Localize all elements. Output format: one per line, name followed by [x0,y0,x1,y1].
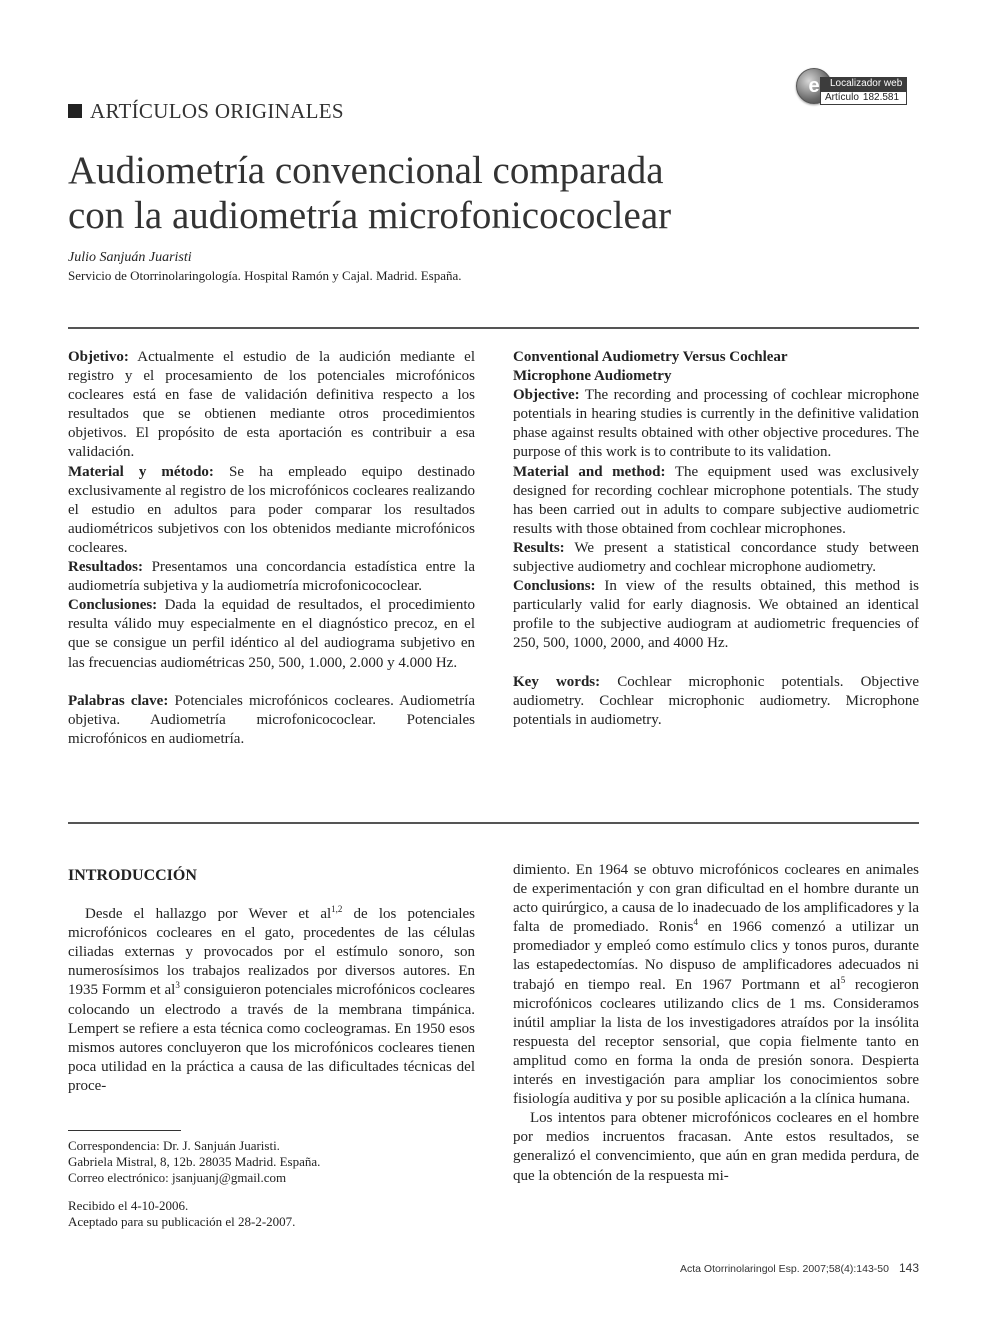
intro-paragraph-3: Los intentos para obtener microfónicos cocleares en el hombre por medios incruentos fracasan. Ante estos resultados, se generalizó el convencimiento, que aún en gran medida perdura, de que la obtención de la respuesta mi- [513,1110,919,1184]
results-text: Presentamos una concordancia estadística entre la audiometría subjetiva y la audiometría microfonicococlear. [68,559,475,595]
page-number: 143 [898,1261,919,1275]
objective-text: Actualmente el estudio de la audición mediante el registro y el procesamiento de los potenciales microfónicos cocleares está en fase de validación definitiva respecto a los resultados que se obtienen mediante otros procedimientos objetivos. El propósito de esta aportación es contribuir a esa validación. [68,349,475,461]
english-title: Conventional Audiometry Versus Cochlear Microphone Audiometry [513,349,788,385]
conclusions-text: Dada la equidad de resultados, el procedimiento resulta válido muy especialmente en el diagnóstico precoz, en el que se consigue un perfil idéntico al del audiograma subjetivo en las frecuencias audiométricas 250, 500, 1.000, 2.000 y 4.000 Hz. [68,597,476,671]
abstract-method [68,463,475,558]
web-locator-badge [796,68,911,108]
web-locator-label: Localizador web [820,77,907,91]
objective-text: The recording and processing of cochlear microphone potentials in hearing studies is currently in the definitive validation phase against results obtained with other objective procedures. The purpose of this work is to contribute to its validation. [513,387,919,461]
keywords-text: Potenciales microfónicos cocleares. Audiometría objetiva. Audiometría microfonicococlear. Potenciales microfónicos en audiometría. [68,692,475,747]
method-text: Se ha empleado equipo destinado exclusivamente al registro de los microfónicos cocleares realizando el estudio en adultos para poder comparar los resultados audiométricos subjetivos con los obtenidos mediante microfónicos cocleares. [68,463,476,556]
article-label: Artículo [825,92,859,103]
email: Correo electrónico: jsanjuanj@gmail.com [68,1170,287,1185]
journal-citation: Acta Otorrinolaringol Esp. 2007;58(4):143-50 [680,1263,889,1275]
objective-label: Objetivo: [68,349,129,365]
abstract-objective [68,348,475,463]
abstract-results [513,539,919,577]
divider-top [68,327,919,329]
abstract-results [68,558,475,596]
text: dimiento. En 1964 se obtuvo microfónicos cocleares en animales de experimentación y con gran dificultad en el hombre durante un acto quirúrgico, a causa de lo inadecuado de los amplificadores y la falta de promediado. Ronis [513,862,919,936]
section-label-text: ARTÍCULOS ORIGINALES [90,99,344,123]
abstract-spanish [68,348,475,749]
results-text: We present a statistical concordance study between subjective audiometry and cochlear microphone audiometry. [513,539,919,576]
article-locator [820,91,907,105]
footnote-divider [68,1130,181,1131]
abstract-conclusions [68,596,475,672]
introduction-column-2 [513,861,919,1186]
article-number: 182.581 [862,92,900,103]
text: consiguieron potenciales microfónicos cocleares colocando un electrodo a través de la membrana timpánica. Lempert se refiere a esta técnica como cocleogramas. En 1950 esos mismos autores concluyeron que los microfónicos cocleares tienen poca utilidad en la práctica a causa de las dificultades técnicas del proce- [68,982,476,1094]
address: Gabriela Mistral, 8, 12b. 28035 Madrid. España. [68,1154,321,1169]
title-line-2: con la audiometría microfonicococlear [68,194,672,237]
article-title [68,148,848,238]
correspondence: Correspondencia: Dr. J. Sanjuán Juaristi. [68,1138,280,1153]
keywords-label: Palabras clave: [68,692,169,709]
abstract-conclusions [513,577,919,653]
text: Desde el hallazgo por Wever et al [85,906,332,923]
introduction-column-1 [68,866,475,1096]
citation-ref: 1,2 [331,904,343,915]
text: recogieron microfónicos cocleares utilizando clics de 1 ms. Consideramos inútil ampliar la lista de los investigadores atraídos por la insólita respuesta del receptor sensorial, que copia fielmente tanto en amplitud como en forma la onda de presión sonora. Despierta interés en investigación para ampliar los conocimientos sobre fisiología auditiva y por su posible aplicación a la clínica humana. [513,976,919,1108]
citation-ref: 4 [693,917,698,928]
page-footer [680,1261,919,1275]
square-bullet-icon [68,104,82,118]
intro-heading: INTRODUCCIÓN [68,867,197,884]
keywords [68,692,475,749]
method-label: Material and method: [513,463,666,480]
conclusions-label: Conclusiones: [68,597,158,614]
text: de los potenciales microfónicos cocleares en el gato, procedentes de las células ciliadas externas y provocados por el estímulo sonoro, son numerosísimos los trabajos realizados por diversos autores. En 1935 Formm et al [68,906,475,999]
citation-ref: 3 [175,980,180,991]
keywords-label: Key words: [513,673,601,690]
method-text: The equipment used was exclusively designed for recording cochlear microphone potentials. The study has been carried out in adults to compare subjective audiometric results with those obtained from cochlear microphones. [513,463,919,537]
intro-paragraph-2 [513,861,919,1109]
results-label: Resultados: [68,559,144,576]
received-date: Recibido el 4-10-2006. [68,1198,189,1213]
abstract-english [513,348,919,730]
conclusions-label: Conclusions: [513,578,596,595]
results-label: Results: [513,539,565,556]
divider-bottom [68,822,919,824]
abstract-method [513,463,919,539]
section-label [68,99,344,124]
web-locator-icon: e [796,68,832,104]
text: en 1966 comenzó a utilizar un promediador y empleó como estímulo clics y tonos puros, durante las estapedectomías. No dispuso de amplificadores adecuados ni trabajó en tiempo real. En 1967 Portmann et al [513,919,919,993]
abstract-objective [513,386,919,462]
keywords-text: Cochlear microphonic potentials. Objective audiometry. Cochlear microphonic audiometry. Microphone potentials in audiometry. [513,673,919,728]
citation-ref: 5 [840,974,846,985]
author: Julio Sanjuán Juaristi [68,250,192,265]
affiliation: Servicio de Otorrinolaringología. Hospital Ramón y Cajal. Madrid. España. [68,268,462,283]
title-line-1: Audiometría convencional comparada [68,149,664,192]
objective-label: Objective: [513,387,580,404]
accepted-date: Aceptado para su publicación el 28-2-2007. [68,1214,296,1229]
intro-paragraph-1 [68,905,475,1096]
conclusions-text: In view of the results obtained, this method is particularly valid for early diagnosis. We obtained an identical profile to the subjective audiogram at audiometric frequencies of 250, 500, 1000, 2000, and 4000 Hz. [513,578,920,652]
method-label: Material y método: [68,463,214,480]
keywords [513,673,919,730]
